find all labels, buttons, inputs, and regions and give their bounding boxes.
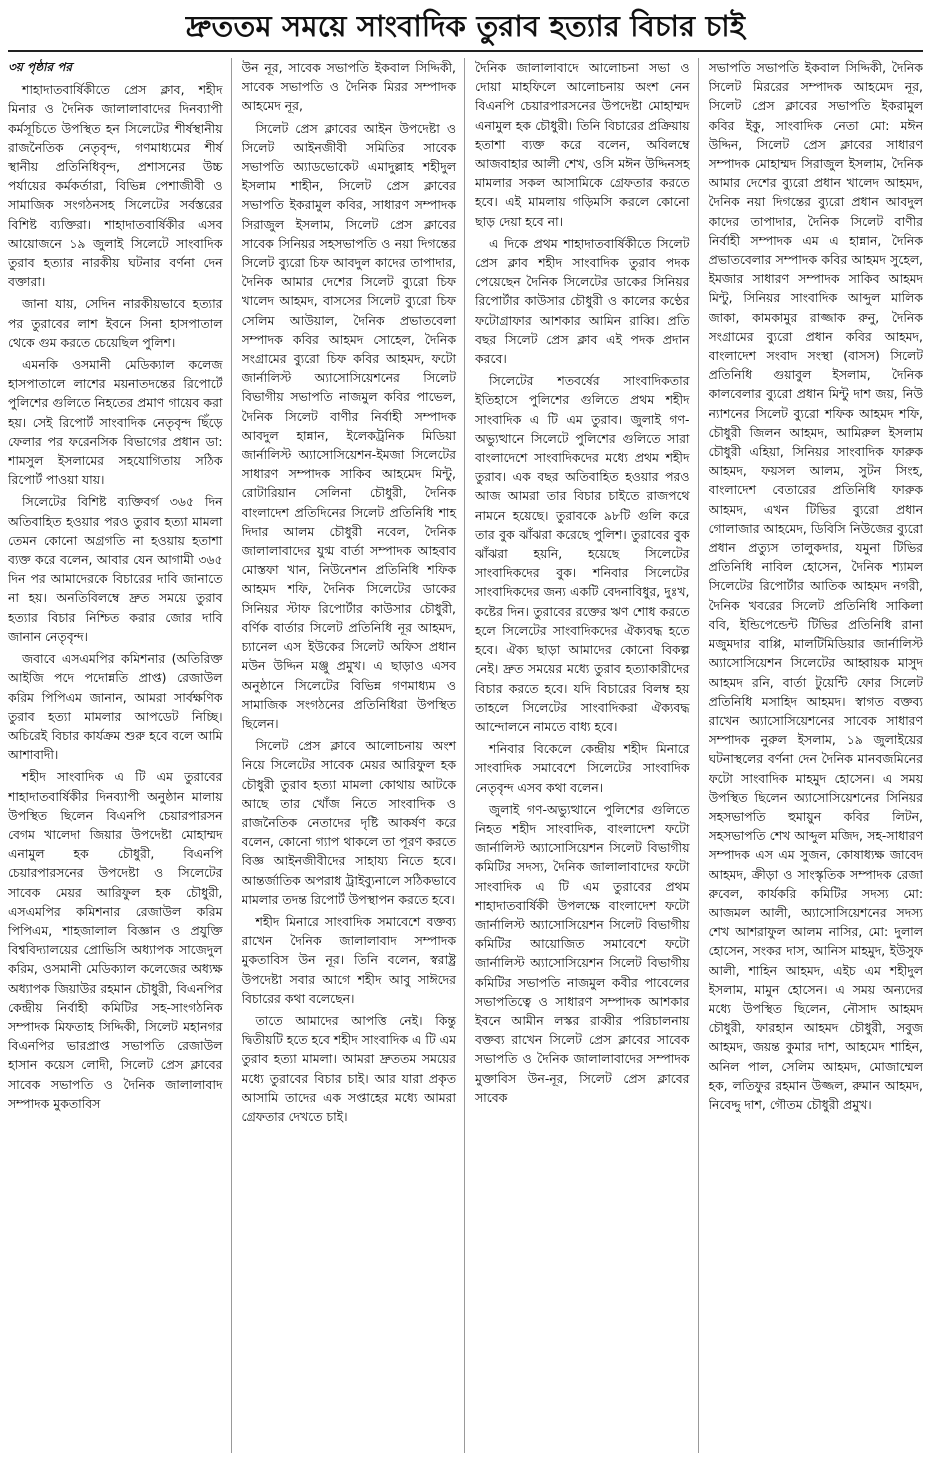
continued-from-label: ৩য় পৃষ্ঠার পর bbox=[8, 60, 73, 74]
paragraph: দৈনিক জালালাবাদে আলোচনা সভা ও দোয়া মাহফিলে আলোচনায় অংশ নেন বিএনপি চেয়ারপারসনের উপদেষ্টা মোহাম্মদ এনামুল হক চৌধুরী। তিনি বিচারের প্রক্রিয়ায় হতাশা ব্যক্ত করে বলেন, অবিলম্বে আজবাহার আলী শেখ, ওসি মঈন উদ্দিনসহ মামলার সকল আসামিকে গ্রেফতার করতে হবে। এই মামলায় গড়িমসি করলে কোনো ছাড় দেয়া হবে না। bbox=[475, 60, 690, 229]
paragraph: এমনকি ওসমানী মেডিক্যাল কলেজ হাসপাতালে লাশের ময়নাতদন্তের রিপোর্টে পুলিশের গুলিতে নিহতের প্রমাণ গায়েব করা হয়। সেই রিপোর্ট সাংবাদিক নেতৃবৃন্দ ছিঁড়ে ফেলার পর ফরেনসিক বিভাগের প্রধান ডা: শামসুল ইসলামের সহযোগিতায় সঠিক রিপোর্ট পাওয়া যায়। bbox=[8, 357, 223, 488]
paragraph: উন নূর, সাবেক সভাপতি ইকবাল সিদ্দিকী, সাবেক সভাপতি ও দৈনিক মিরর সম্পাদক আহমেদ নূর, bbox=[241, 60, 456, 114]
column-1 bbox=[8, 58, 232, 1453]
column-3 bbox=[475, 58, 699, 1453]
paragraph: শহীদ মিনারে সাংবাদিক সমাবেশে বক্তব্য রাখেন দৈনিক জালালাবাদ সম্পাদক মুকতাবিস উন নূর। তিনি বলেন, স্বরাষ্ট্র উপদেষ্টা সবার আগে শহীদ আবু সাঈদের বিচারের কথা বলেছেন। bbox=[241, 913, 456, 1006]
paragraph: জানা যায়, সেদিন নারকীয়ভাবে হত্যার পর তুরাবের লাশ ইবনে সিনা হাসপাতাল থেকে গুম করতে চেয়েছিল পুলিশ। bbox=[8, 296, 223, 350]
headline: দ্রুততম সময়ে সাংবাদিক তুরাব হত্যার বিচার চাই bbox=[8, 6, 923, 52]
paragraph: এ দিকে প্রথম শাহাদাতবার্ষিকীতে সিলেট প্রেস ক্লাব শহীদ সাংবাদিক তুরাব পদক পেয়েছেন দৈনিক সিলেটের ডাকের সিনিয়র রিপোর্টার কাউসার চৌধুরী ও কালের কণ্ঠের ফটোগ্রাফার আশকার আমিন রাব্বি। প্রতি বছর সিলেট প্রেস ক্লাব এই পদক প্রদান করবে। bbox=[475, 235, 690, 367]
paragraph: তাতে আমাদের আপত্তি নেই। কিন্তু দ্বিতীয়টি হতে হবে শহীদ সাংবাদিক এ টি এম তুরাব হত্যা মামলা। আমরা দ্রুততম সময়ের মধ্যে তুরাবের বিচার চাই। আর যারা প্রকৃত আসামি তাদের এক সপ্তাহের মধ্যে আমরা গ্রেফতার দেখতে চাই। bbox=[241, 1012, 456, 1124]
paragraph: জবাবে এসএমপির কমিশনার (অতিরিক্ত আইজি পদে পদোন্নতি প্রাপ্ত) রেজাউল করিম পিপিএম জানান, আমরা সার্বক্ষণিক তুরাব হত্যা মামলার আপডেট নিচ্ছি। অচিরেই বিচার কার্যক্রম শুরু হবে বলে আমি আশাবাদী। bbox=[8, 651, 223, 763]
paragraph: সিলেট প্রেস ক্লাবে আলোচনায় অংশ নিয়ে সিলেটের সাবেক মেয়র আরিফুল হক চৌধুরী তুরাব হত্যা মামলা কোথায় আটকে আছে তার খোঁজ নিতে সাংবাদিক ও রাজনৈতিক নেতাদের দৃষ্টি আকর্ষণ করে বলেন, কোনো গ্যাপ থাকলে তা পূরণ করতে বিজ্ঞ আইনজীবীদের সাহায্য নিতে হবে। আন্তর্জাতিক অপরাধ ট্রাইব্যুনালে সঠিকভাবে মামলার তদন্ত রিপোর্ট উপস্থাপন করতে হবে। bbox=[241, 738, 456, 907]
paragraph: সিলেটের বিশিষ্ট ব্যক্তিবর্গ ৩৬৫ দিন অতিবাহিত হওয়ার পরও তুরাব হত্যা মামলা তেমন কোনো অগ্রগতি না হওয়ায় হতাশা ব্যক্ত করে বলেন, আবার যেন আগামী ৩৬৫ দিন পর আমাদেরকে বিচারের দাবি জানাতে না হয়। অনতিবিলম্বে দ্রুত সময়ে তুরাব হত্যার বিচার নিশ্চিত করার জোর দাবি জানান নেতৃবৃন্দ। bbox=[8, 494, 223, 644]
paragraph: শনিবার বিকেলে কেন্দ্রীয় শহীদ মিনারে সাংবাদিক সমাবেশে সিলেটের সাংবাদিক নেতৃবৃন্দ এসব কথা বলেন। bbox=[475, 741, 690, 795]
column-2 bbox=[242, 58, 466, 1453]
article-columns bbox=[8, 58, 923, 1453]
paragraph: সিলেট প্রেস ক্লাবের আইন উপদেষ্টা ও সিলেট আইনজীবী সমিতির সাবেক সভাপতি অ্যাডভোকেট এমাদুল্লাহ শহীদুল ইসলাম শাহীন, সিলেট প্রেস ক্লাবের সভাপতি ইকরামুল কবির, সাধারণ সম্পাদক সিরাজুল ইসলাম, সিলেট প্রেস ক্লাবের সাবেক সিনিয়র সহসভাপতি ও নয়া দিগন্তের সিলেট ব্যুরো চিফ আবদুল কাদের তাপাদার, দৈনিক আমার দেশের সিলেট ব্যুরো চিফ খালেদ আহমদ, বাসসের সিলেট ব্যুরো চিফ সেলিম আউয়াল, দৈনিক প্রভাতবেলা সম্পাদক কবির আহমদ সোহেল, দৈনিক সংগ্রামের ব্যুরো চিফ কবির আহমদ, ফটো জার্নালিস্ট অ্যাসোসিয়েশনের সিলেট বিভাগীয় সভাপতি নাজমুল কবির পাভেল, দৈনিক সিলেট বাণীর নির্বাহী সম্পাদক আবদুল হান্নান, ইলেকট্রনিক মিডিয়া জার্নালিস্ট অ্যাসোসিয়েশন-ইমজা সিলেটের সাধারণ সম্পাদক সাকিব আহমেদ মিন্টু, রোটারিয়ান সেলিনা চৌধুরী, দৈনিক বাংলাদেশ প্রতিদিনের সিলেট প্রতিনিধি শাহ দিদার আলম চৌধুরী নবেল, দৈনিক জালালাবাদের যুগ্ম বার্তা সম্পাদক আহবাব মোস্তফা খান, নিউনেশন প্রতিনিধি শফিক আহমদ শফি, দৈনিক সিলেটের ডাকের সিনিয়র স্টাফ রিপোর্টার কাউসার চৌধুরী, বর্ণিক বার্তার সিলেট প্রতিনিধি নূর আহমদ, চ্যানেল এস ইউকের সিলেট অফিস প্রধান মউন উদ্দিন মঞ্জু প্রমুখ। এ ছাড়াও এসব অনুষ্ঠানে সিলেটের বিভিন্ন গণমাধ্যম ও সামাজিক সংগঠনের প্রতিনিধিরা উপস্থিত ছিলেন। bbox=[241, 120, 456, 731]
paragraph: সিলেটের শতবর্ষের সাংবাদিকতার ইতিহাসে পুলিশের গুলিতে প্রথম শহীদ সাংবাদিক এ টি এম তুরাব। জুলাই গণ-অভ্যুত্থানে সিলেটে পুলিশের গুলিতে সারা বাংলাদেশে সাংবাদিকদের মধ্যে প্রথম শহীদ তুরাব। এক বছর অতিবাহিত হওয়ার পরও আজ আমরা তার বিচার চাইতে রাজপথে নামনে হয়েছে। তুরাবকে ৯৮টি গুলি করে তার বুক ঝাঁঝরা করেছে পুলিশ। তুরাবের বুক ঝাঁঝরা হয়নি, হয়েছে সিলেটের সাংবাদিকদের বুক। শনিবার সিলেটের সাংবাদিকদের জন্য একটি বেদনাবিধুর, দুঃখ, কষ্টের দিন। তুরাবের রক্তের ঋণ শোধ করতে হলে সিলেটের সাংবাদিকদের ঐক্যবদ্ধ হতে হবে। ঐক্য ছাড়া আমাদের কোনো বিকল্প নেই। দ্রুত সময়ের মধ্যে তুরাব হত্যাকারীদের বিচার করতে হবে। যদি বিচারের বিলম্ব হয় তাহলে সিলেটের সাংবাদিকরা ঐক্যবদ্ধ আন্দোলনে নামতে বাধ্য হবে। bbox=[475, 373, 690, 734]
paragraph: জুলাই গণ-অভ্যুত্থানে পুলিশের গুলিতে নিহত শহীদ সাংবাদিক, বাংলাদেশ ফটো জার্নালিস্ট অ্যাসোসিয়েশন সিলেট বিভাগীয় কমিটির সদস্য, দৈনিক জালালাবাদের ফটো সাংবাদিক এ টি এম তুরাবের প্রথম শাহাদাতবার্ষিকী উপলক্ষে বাংলাদেশ ফটো জার্নালিস্ট অ্যাসোসিয়েশন সিলেট বিভাগীয় কমিটির আয়োজিত সমাবেশে ফটো জার্নালিস্ট অ্যাসোসিয়েশন সিলেট বিভাগীয় কমিটির সভাপতি নাজমুল কবীর পাবেলের সভাপতিত্বে ও সাধারণ সম্পাদক আশকার ইবনে আমীন লস্কর রাব্বীর পরিচালনায় বক্তব্য রাখেন সিলেট প্রেস ক্লাবের সাবেক সভাপতি ও দৈনিক জালালাবাদের সম্পাদক মুক্তাবিস উন-নূর, সিলেট প্রেস ক্লাবের সাবেক bbox=[475, 801, 690, 1105]
paragraph: শহীদ সাংবাদিক এ টি এম তুরাবের শাহাদাতবার্ষিকীর দিনব্যাপী অনুষ্ঠান মালায় উপস্থিত ছিলেন বিএনপি চেয়ারপারসন বেগম খালেদা জিয়ার উপদেষ্টা মোহাম্মদ এনামুল হক চৌধুরী, বিএনপি চেয়ারপারসনের উপদেষ্টা ও সিলেটের সাবেক মেয়র আরিফুল হক চৌধুরী, এসএমপির কমিশনার রেজাউল করিম পিপিএম, শাহজালাল বিজ্ঞান ও প্রযুক্তি বিশ্ববিদ্যালয়ের প্রোভিসি অধ্যাপক সাজেদুল করিম, ওসমানী মেডিক্যাল কলেজের অধ্যক্ষ অধ্যাপক জিয়াউর রহমান চৌধুরী, বিএনপির কেন্দ্রীয় নির্বাহী কমিটির সহ-সাংগঠনিক সম্পাদক মিফতাহ সিদ্দিকী, সিলেট মহানগর বিএনপির ভারপ্রাপ্ত সভাপতি রেজাউল হাসান কয়েস লোদী, সিলেট প্রেস ক্লাবের সাবেক সভাপতি ও দৈনিক জালালাবাদ সম্পাদক মুকতাবিস bbox=[8, 769, 223, 1111]
column-4 bbox=[709, 58, 924, 1453]
paragraph: শাহাদাতবার্ষিকীতে প্রেস ক্লাব, শহীদ মিনার ও দৈনিক জালালাবাদের দিনব্যাপী কর্মসূচিতে উপস্থিত হন সিলেটের শীর্ষস্থানীয় রাজনৈতিক নেতৃবৃন্দ, গণমাধ্যমের শীর্ষ স্থানীয় প্রতিনিধিবৃন্দ, প্রশাসনের উচ্চ পর্যায়ের কর্মকর্তারা, বিভিন্ন পেশাজীবী ও সামাজিক সংগঠনসহ সিলেটের সর্বস্তরের বিশিষ্ট ব্যক্তিরা। শাহাদাতবার্ষিকীর এসব আয়োজনে ১৯ জুলাই সিলেটে সাংবাদিক তুরাব হত্যার নারকীয় ঘটনার বর্ণনা দেন বক্তারা। bbox=[8, 82, 223, 290]
paragraph: সভাপতি সভাপতি ইকবাল সিদ্দিকী, দৈনিক সিলেট মিররের সম্পাদক আহমেদ নূর, সিলেট প্রেস ক্লাবের সভাপতি ইকরামুল কবির ইকু, সাংবাদিক নেতা মো: মঈন উদ্দিন, সিলেট প্রেস ক্লাবের সাধারণ সম্পাদক মোহাম্মদ সিরাজুল ইসলাম, দৈনিক আমার দেশের ব্যুরো প্রধান খালেদ আহমদ, দৈনিক নয়া দিগন্তের ব্যুরো প্রধান আবদুল কাদের তাপাদার, দৈনিক সিলেট বাণীর নির্বাহী সম্পাদক এম এ হান্নান, দৈনিক প্রভাতবেলার সম্পাদক কবির আহমদ সুহেল, ইমজার সাধারণ সম্পাদক সাকিব আহমদ মিন্টু, সিনিয়র সাংবাদিক আব্দুল মালিক জাকা, কামকামুর রাজ্জাক রুনু, দৈনিক সংগ্রামের ব্যুরো প্রধান কবির আহমদ, বাংলাদেশ সংবাদ সংস্থা (বাসস) সিলেট প্রতিনিধি গুয়াবুল ইসলাম, দৈনিক কালবেলার ব্যুরো প্রধান মিন্টু দাশ জয়, নিউ ন্যাশনের সিলেট ব্যুরো শফিক আহমদ শফি, চৌধুরী জিলন আহমদ, আমিরুল ইসলাম চৌধুরী এহিয়া, সিনিয়র সাংবাদিক ফারুক আহমদ, ফয়সল আলম, সুটন সিংহ, বাংলাদেশ বেতারের প্রতিনিধি ফারুক আহমদ, এখন টিভির ব্যুরো প্রধান গোলাজার আহমেদ, ডিবিসি নিউজের ব্যুরো প্রধান প্রত্যুস তালুকদার, যমুনা টিভির প্রতিনিধি নাবিল হোসেন, দৈনিক শ্যামল সিলেটের রিপোর্টার আতিক আহমদ নগরী, দৈনিক খবরের সিলেট প্রতিনিধি সাকিলা ববি, ইন্ডিপেন্ডেন্ট টিভির প্রতিনিধি রানা মজুমদার বাপ্পি, মালটিমিডিয়ার জার্নালিস্ট অ্যাসোসিয়েশন সিলেটের আহ্বায়ক মাসুদ আহমদ রনি, বার্তা টুয়েন্টি ফোর সিলেট প্রতিনিধি মসাহিদ আহমদ। স্বাগত বক্তব্য রাখেন অ্যাসোসিয়েশনের সাবেক সাধারণ সম্পাদক নুরুল ইসলাম, ১৯ জুলাইয়ের ঘটনাস্থলের বর্ণনা দেন দৈনিক মানবজমিনের ফটো সাংবাদিক মাহমুদ হোসেন। এ সময় উপস্থিত ছিলেন অ্যাসোসিয়েশনের সিনিয়র সহসভাপতি হুমায়ুন কবির লিটন, সহসভাপতি শেখ আব্দুল মজিদ, সহ-সাধারণ সম্পাদক এস এম সুজন, কোষাধ্যক্ষ জাবেদ আহমদ, ক্রীড়া ও সাংস্কৃতিক সম্পাদক রেজা রুবেল, কার্যকরি কমিটির সদস্য মো: আজমল আলী, অ্যাসোসিয়েশনের সদস্য শেখ আশরাফুল আলম নাসির, মো: দুলাল হোসেন, সংকর দাস, আনিস মাহমুদ, ইউসুফ আলী, শাহিন আহমদ, এইচ এম শহীদুল ইসলাম, মামুন হোসেন। এ সময় অন্যদের মধ্যে উপস্থিত ছিলেন, নৌসাদ আহমদ চৌধুরী, ফারহান আহমদ চৌধুরী, সবুজ আহমদ, জয়ন্ত কুমার দাশ, আহমেদ শাহিন, অনিল পাল, সেলিম আহমদ, মোজাম্মেল হক, লতিফুর রহমান উজ্জল, রুমান আহমদ, নিবেদ্দু দাশ, গৌতম চৌধুরী প্রমুখ। bbox=[708, 60, 923, 1112]
